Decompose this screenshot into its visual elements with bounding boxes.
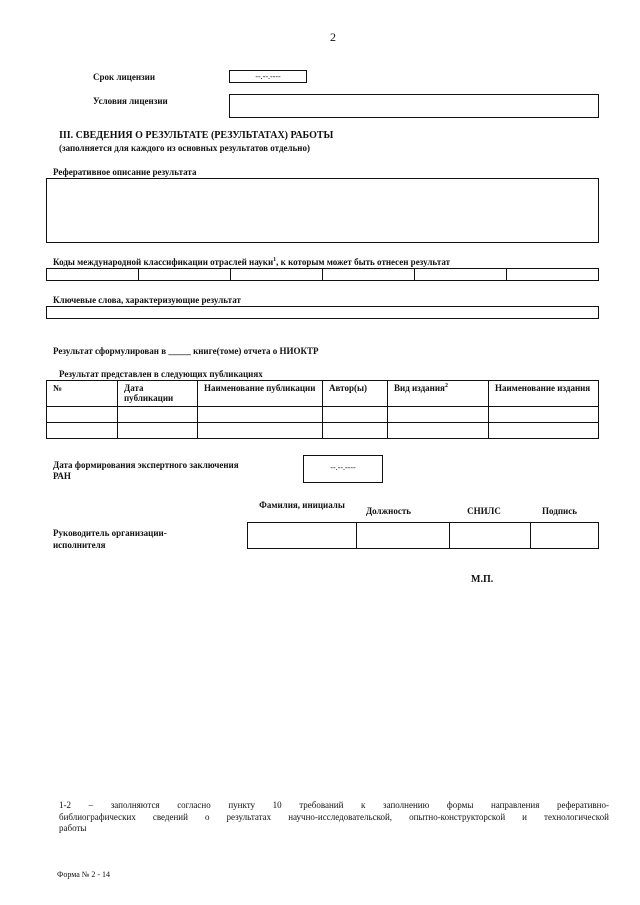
formulated-suffix: книге(томе) отчета о НИОКТР <box>193 346 319 356</box>
table-cell[interactable] <box>388 407 489 423</box>
keywords-field[interactable] <box>46 306 599 319</box>
codes-label-tail: , к которым может быть отнесен результат <box>276 257 451 267</box>
table-cell[interactable] <box>198 423 323 439</box>
section-subtitle: (заполняется для каждого из основных результатов отдельно) <box>59 143 310 153</box>
publications-table <box>46 380 599 439</box>
sig-header-position: Должность <box>365 506 411 516</box>
formulated-volume-blank[interactable]: _____ <box>168 346 191 356</box>
sig-name-cell[interactable] <box>248 523 357 549</box>
code-cell[interactable] <box>231 269 323 281</box>
sig-row-label-line2: исполнителя <box>53 540 106 550</box>
code-cell[interactable] <box>47 269 139 281</box>
table-cell[interactable] <box>198 407 323 423</box>
code-cell[interactable] <box>139 269 231 281</box>
type-footnote-ref: 2 <box>444 383 448 389</box>
col-title-header: Наименование публикации <box>198 381 323 407</box>
expert-label-line1: Дата формирования экспертного заключения <box>53 460 239 470</box>
table-cell[interactable] <box>47 423 118 439</box>
sig-signature-cell[interactable] <box>531 523 599 549</box>
stamp-place: М.П. <box>471 574 494 585</box>
section-title: III. СВЕДЕНИЯ О РЕЗУЛЬТАТЕ (РЕЗУЛЬТАТАХ) РАБОТЫ <box>59 130 334 141</box>
table-cell[interactable] <box>489 407 599 423</box>
col-authors-header: Автор(ы) <box>323 381 388 407</box>
footnote-line1: 1-2 – заполняются согласно пункту 10 требований к заполнению формы направления реферативно- <box>59 800 609 810</box>
sig-row-label-line1: Руководитель организации- <box>53 528 167 538</box>
license-term-value: --.--.---- <box>255 72 281 81</box>
code-cell[interactable] <box>415 269 507 281</box>
expert-date-field[interactable] <box>303 455 383 483</box>
col-type-header <box>388 381 489 407</box>
codes-footnote-ref: 1 <box>273 257 277 263</box>
page-number: 2 <box>330 30 336 44</box>
codes-row <box>47 269 599 281</box>
col-type-label: Вид издания <box>394 383 445 393</box>
license-conditions-label: Условия лицензии <box>93 96 168 106</box>
formulated-line <box>53 346 319 356</box>
table-cell[interactable] <box>323 407 388 423</box>
sig-header-signature: Подпись <box>542 506 577 516</box>
license-term-label: Срок лицензии <box>93 72 156 82</box>
table-row <box>47 423 599 439</box>
form-label: Форма № 2 - 14 <box>57 870 111 879</box>
footnote <box>59 800 609 835</box>
license-term-field[interactable] <box>229 70 307 83</box>
code-cell[interactable] <box>323 269 415 281</box>
codes-table <box>46 268 599 281</box>
table-cell[interactable] <box>118 423 198 439</box>
codes-label-main: Коды международной классификации отраслей науки <box>53 257 274 267</box>
keywords-label: Ключевые слова, характеризующие результат <box>53 295 241 305</box>
table-row <box>47 407 599 423</box>
publications-header-row <box>47 381 599 407</box>
col-number-header: № <box>47 381 118 407</box>
sig-position-cell[interactable] <box>357 523 450 549</box>
codes-label <box>53 257 450 267</box>
footnote-line2: библиографических сведений о результатах научно-исследовательской, опытно-конструкторской и технологической <box>59 811 609 822</box>
expert-label-line2: РАН <box>53 471 71 481</box>
table-cell[interactable] <box>388 423 489 439</box>
abstract-field[interactable] <box>46 178 599 243</box>
table-cell[interactable] <box>118 407 198 423</box>
sig-header-name: Фамилия, инициалы <box>259 500 345 510</box>
col-edition-header: Наименование издания <box>489 381 599 407</box>
table-cell[interactable] <box>323 423 388 439</box>
abstract-label: Реферативное описание результата <box>53 167 197 177</box>
table-row <box>248 523 599 549</box>
signatures-table <box>247 522 599 549</box>
col-date-header: Дата публикации <box>118 381 198 407</box>
code-cell[interactable] <box>507 269 599 281</box>
table-cell[interactable] <box>47 407 118 423</box>
license-conditions-field[interactable] <box>229 94 599 118</box>
expert-date-value: --.--.---- <box>330 463 356 472</box>
publications-label: Результат представлен в следующих публикациях <box>59 369 263 379</box>
table-cell[interactable] <box>489 423 599 439</box>
footnote-line3: работы <box>59 823 87 833</box>
formulated-prefix: Результат сформулирован в <box>53 346 167 356</box>
sig-snils-cell[interactable] <box>450 523 531 549</box>
sig-header-snils: СНИЛС <box>467 506 501 516</box>
